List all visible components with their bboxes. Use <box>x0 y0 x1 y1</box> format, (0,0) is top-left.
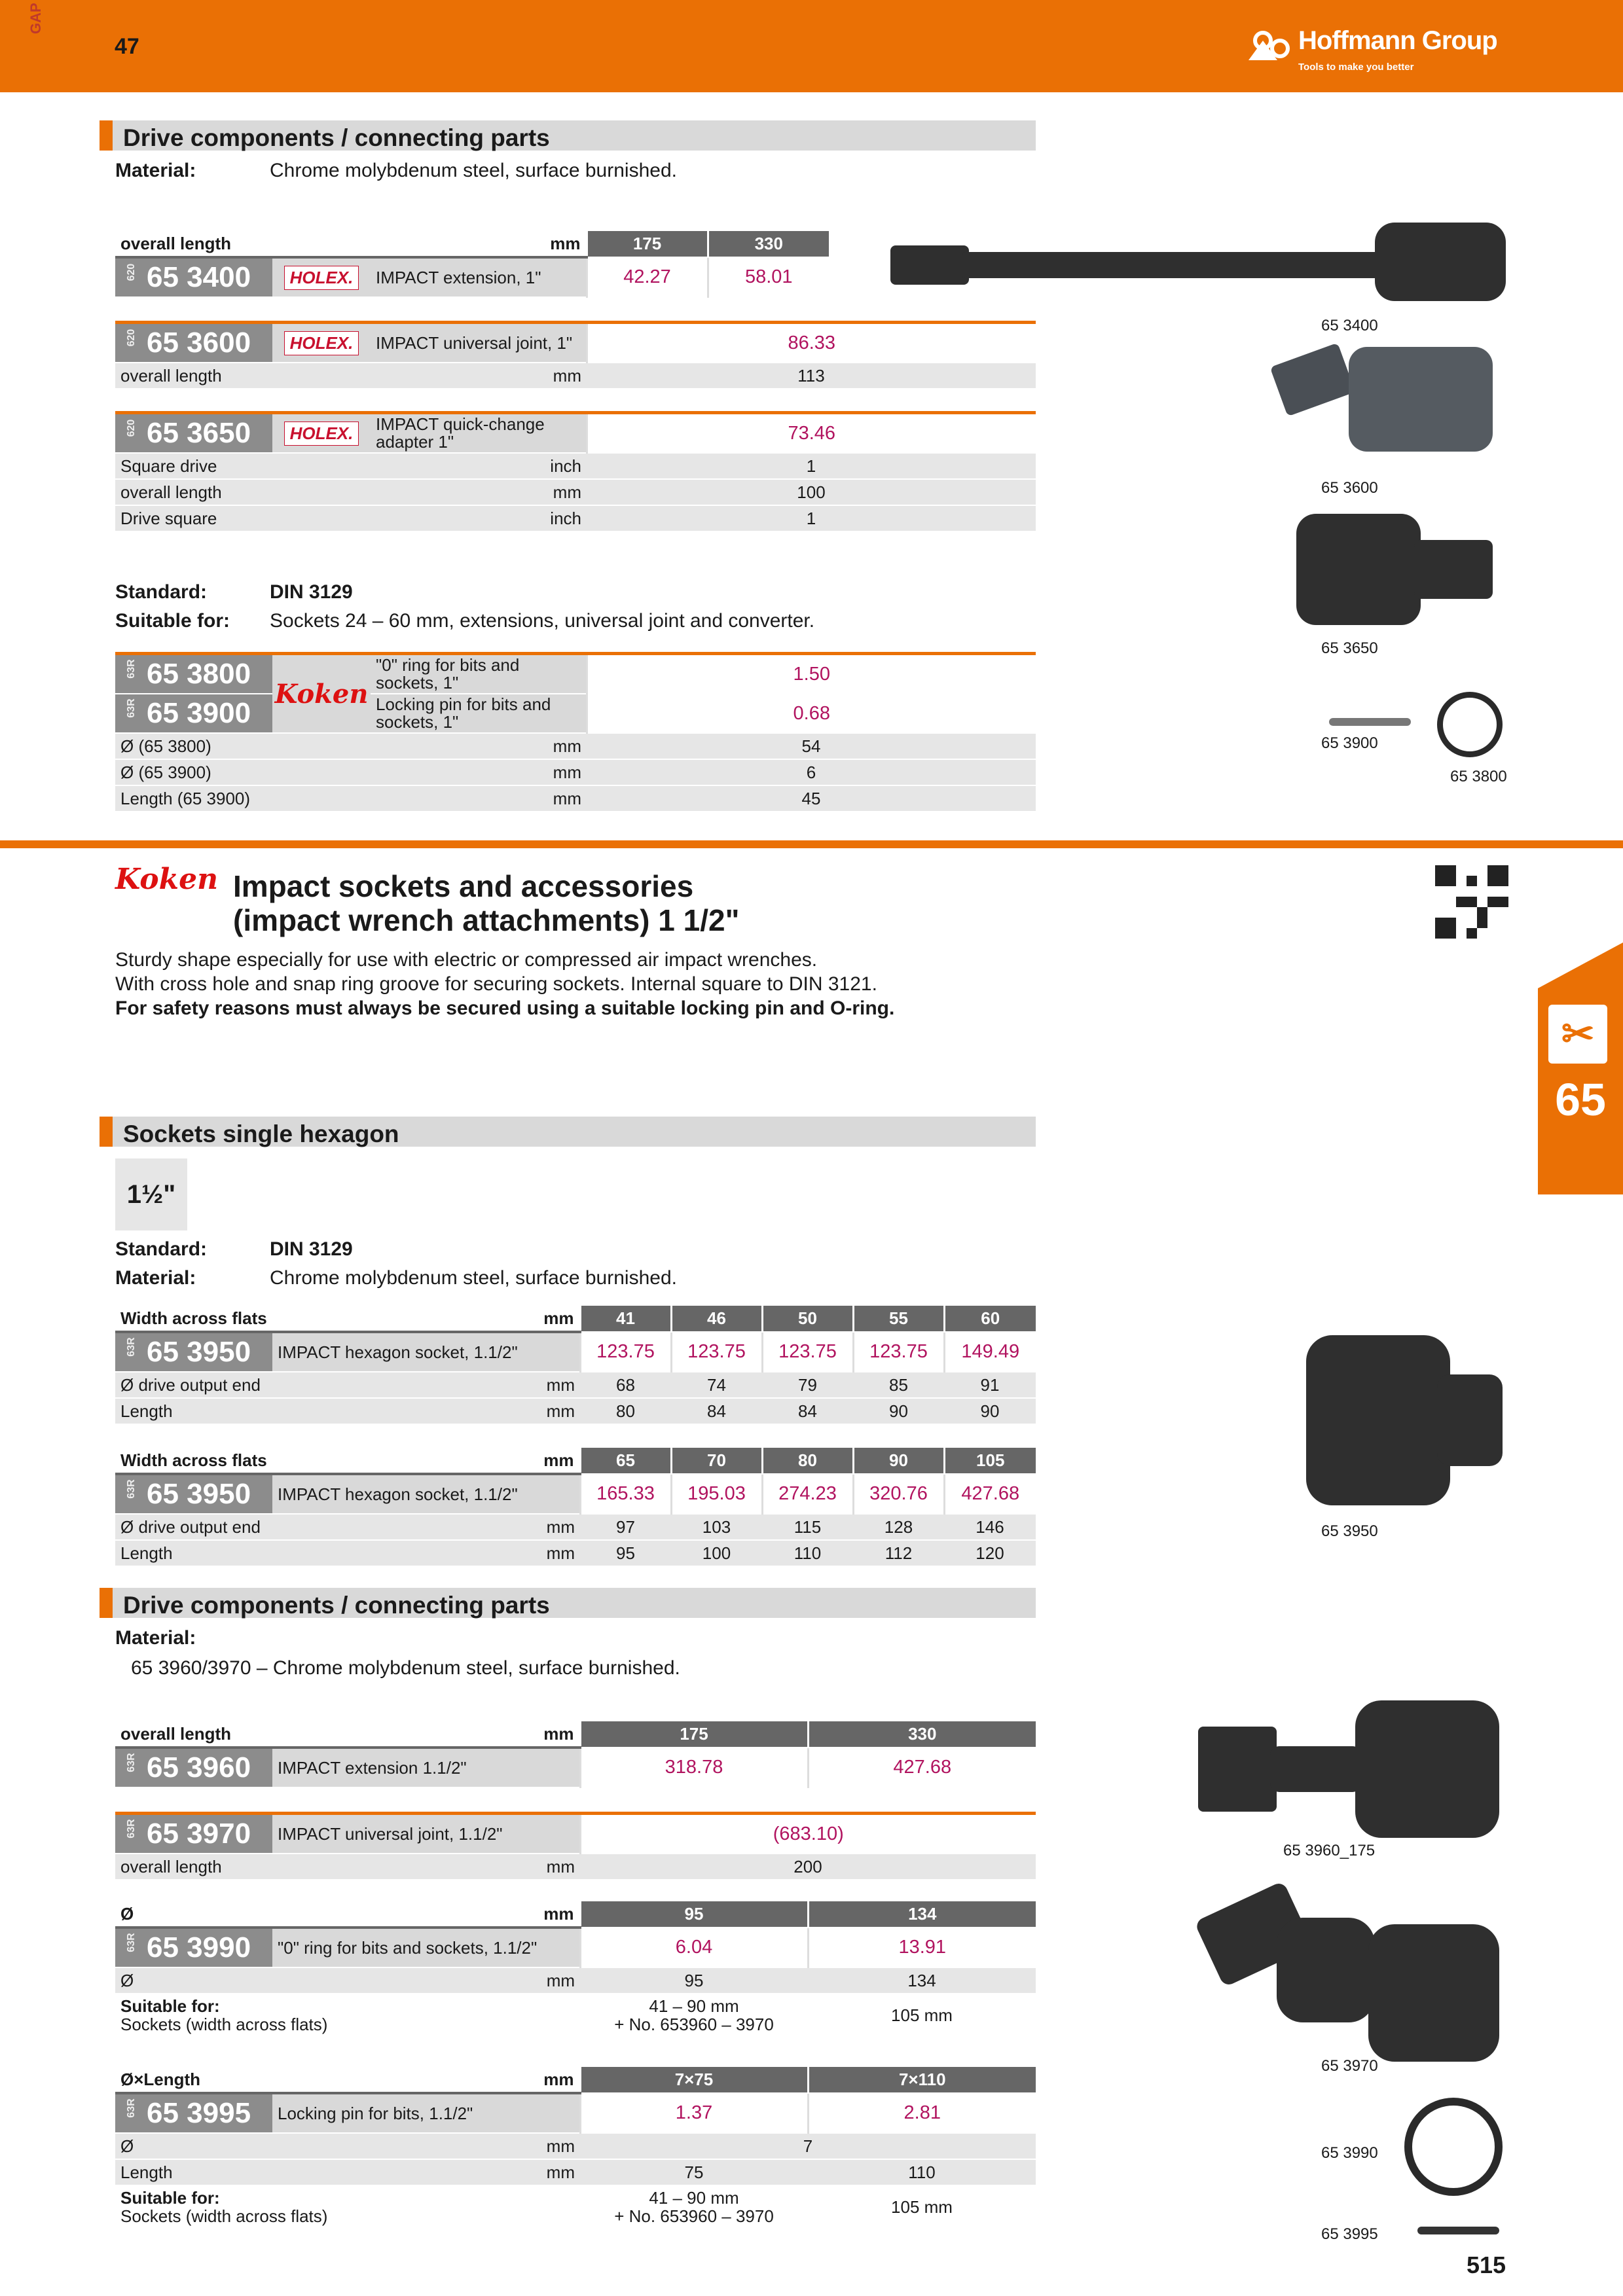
article-code: 63R <box>126 2098 137 2118</box>
material-label: Material: <box>115 1627 196 1649</box>
article-code: 63R <box>126 1819 137 1839</box>
spec-value: 97 <box>580 1514 671 1540</box>
spec-label: Ø (65 3900) <box>120 762 211 782</box>
price[interactable]: 58.01 <box>708 257 829 297</box>
unit: mm <box>546 2162 575 2182</box>
table-653600 <box>115 321 1036 389</box>
table-653995 <box>115 2067 1036 2229</box>
title-line-1: Impact sockets and accessories <box>233 869 694 903</box>
article-number-text: 65 3995 <box>147 2097 251 2129</box>
price[interactable]: 165.33 <box>580 1474 671 1514</box>
article-code: 63R <box>126 698 137 718</box>
size-col: 330 <box>708 231 829 257</box>
figure-label: 65 3600 <box>1321 479 1378 497</box>
size-col: 80 <box>762 1448 853 1474</box>
article-description: Locking pin for bits, 1.1/2" <box>272 2093 580 2133</box>
material-label: Material: <box>115 1267 196 1289</box>
spec-label: Ø drive output end <box>120 1374 261 1395</box>
spec-value: 120 <box>944 1540 1036 1566</box>
price[interactable]: 318.78 <box>580 1748 808 1787</box>
title-line-2: (impact wrench attachments) 1 1/2" <box>233 903 740 937</box>
spec-label: Length <box>120 1401 173 1421</box>
spec-value: 85 <box>853 1372 944 1398</box>
figure-label: 65 3800 <box>1450 768 1507 785</box>
table-653970 <box>115 1812 1036 1880</box>
suitable-sub: Sockets (width across flats) <box>120 2015 328 2034</box>
table-653650 <box>115 411 1036 532</box>
price[interactable]: 195.03 <box>671 1474 762 1514</box>
product-image-653995 <box>1417 2227 1499 2234</box>
suitable-value: 105 mm <box>808 2185 1036 2229</box>
unit: mm <box>546 1970 575 1990</box>
article-description: IMPACT hexagon socket, 1.1/2" <box>272 1474 580 1514</box>
article-number[interactable] <box>115 1928 272 1967</box>
page-number-bottom: 515 <box>1467 2251 1506 2278</box>
spec-value: 68 <box>580 1372 671 1398</box>
standard-label: Standard: <box>115 581 208 603</box>
spec-label: Length (65 3900) <box>120 788 251 808</box>
unit: mm <box>543 1450 574 1470</box>
unit: mm <box>546 1856 575 1876</box>
spec-label: Ø (65 3800) <box>120 736 211 756</box>
spec-value: 115 <box>762 1514 853 1540</box>
article-number[interactable] <box>115 1814 272 1854</box>
product-image-653990 <box>1404 2098 1503 2196</box>
section-bar-sockets <box>100 1117 1036 1147</box>
product-image-653800 <box>1437 692 1503 757</box>
product-image-653650 <box>1296 514 1493 625</box>
length-label: overall length <box>120 233 232 253</box>
figure-label: 65 3960_175 <box>1283 1842 1376 1859</box>
suitable-label: Suitable for: <box>120 1996 220 2016</box>
chapter-number: 65 <box>1555 1074 1606 1125</box>
intro-line-3: For safety reasons must always be secured using a suitable locking pin and O-ring. <box>115 997 895 1019</box>
brand-logo <box>272 323 371 363</box>
unit: mm <box>543 1308 574 1328</box>
price[interactable]: 73.46 <box>587 413 1036 454</box>
spec-value: 1 <box>587 505 1036 531</box>
article-number-text: 65 3990 <box>147 1931 251 1964</box>
price[interactable]: 42.27 <box>587 257 708 297</box>
intro-line-2: With cross hole and snap ring groove for securing sockets. Internal square to DIN 3121. <box>115 973 877 995</box>
spec-value: 134 <box>808 1967 1036 1994</box>
diameter-label: Ø <box>120 1970 134 1990</box>
size-col: 175 <box>580 1721 808 1748</box>
page-number-top: 47 <box>115 34 139 59</box>
section2-title <box>233 869 739 937</box>
dims-label: Ø×Length <box>120 2069 201 2089</box>
price[interactable]: 6.04 <box>580 1928 808 1967</box>
suitable-range: 41 – 90 mm <box>649 1996 739 2016</box>
unit: mm <box>546 2136 575 2156</box>
price[interactable]: 13.91 <box>808 1928 1036 1967</box>
spec-value: 80 <box>580 1398 671 1424</box>
section-title: Drive components / connecting parts <box>123 1592 550 1619</box>
figure-label: 65 3900 <box>1321 734 1378 752</box>
price[interactable]: 1.50 <box>587 654 1036 694</box>
article-number[interactable] <box>115 1474 272 1514</box>
article-description: IMPACT extension, 1" <box>371 257 587 297</box>
table-653950-a <box>115 1306 1036 1425</box>
holex-logo: HOLEX. <box>284 266 359 290</box>
product-image-653970 <box>1198 1878 1499 2062</box>
figure-label: 65 3970 <box>1321 2057 1378 2075</box>
product-image-653900 <box>1329 718 1411 726</box>
spec-value: 54 <box>587 733 1036 759</box>
unit: mm <box>546 1543 575 1563</box>
unit: mm <box>553 482 581 502</box>
article-description: Locking pin for bits and sockets, 1" <box>371 694 587 733</box>
size-col: 41 <box>580 1306 671 1332</box>
spec-label: Ø drive output end <box>120 1516 261 1537</box>
spec-value: 84 <box>671 1398 762 1424</box>
article-description: IMPACT universal joint, 1.1/2" <box>272 1814 580 1854</box>
article-number[interactable] <box>115 694 272 733</box>
size-col: 105 <box>944 1448 1036 1474</box>
spec-value: 1 <box>587 453 1036 479</box>
spec-value: 110 <box>808 2159 1036 2185</box>
price[interactable]: 1.37 <box>580 2093 808 2133</box>
brand-logo <box>272 654 371 734</box>
article-number-text: 65 3800 <box>147 658 251 690</box>
waf-label: Width across flats <box>120 1450 267 1470</box>
length-label: overall length <box>120 1723 232 1744</box>
spec-value: 75 <box>580 2159 808 2185</box>
unit: mm <box>553 762 581 782</box>
article-number-text: 65 3960 <box>147 1751 251 1784</box>
article-number-text: 65 3900 <box>147 697 251 729</box>
section-title: Drive components / connecting parts <box>123 124 550 151</box>
size-col: 46 <box>671 1306 762 1332</box>
spec-value: 90 <box>853 1398 944 1424</box>
material-value: 65 3960/3970 – Chrome molybdenum steel, surface burnished. <box>131 1657 680 1679</box>
size-col: 330 <box>808 1721 1036 1748</box>
length-value: 113 <box>587 363 1036 389</box>
article-description: "0" ring for bits and sockets, 1" <box>371 654 587 694</box>
article-number-text: 65 3650 <box>147 417 251 449</box>
suitable-value: Sockets 24 – 60 mm, extensions, universal joint and converter. <box>270 610 815 632</box>
size-col: 7×110 <box>808 2067 1036 2093</box>
suitable-extra: + No. 653960 – 3970 <box>614 2206 774 2226</box>
price[interactable]: 274.23 <box>762 1474 853 1514</box>
unit: mm <box>543 1903 574 1924</box>
article-number-text: 65 3950 <box>147 1478 251 1510</box>
length-value: 200 <box>580 1854 1036 1880</box>
koken-logo: Koken <box>274 678 369 709</box>
article-number[interactable] <box>115 1748 272 1787</box>
unit: mm <box>546 1374 575 1395</box>
article-code: 620 <box>126 263 137 281</box>
unit: mm <box>550 233 581 253</box>
unit: mm <box>553 365 581 386</box>
article-code: 63R <box>126 1337 137 1357</box>
spec-label: overall length <box>120 482 222 502</box>
price[interactable]: 149.49 <box>944 1332 1036 1372</box>
article-number[interactable] <box>115 654 272 694</box>
price[interactable]: 123.75 <box>671 1332 762 1372</box>
size-col: 50 <box>762 1306 853 1332</box>
figure-label: 65 3400 <box>1321 317 1378 334</box>
length-label: overall length <box>120 1856 222 1876</box>
article-description: "0" ring for bits and sockets, 1.1/2" <box>272 1928 580 1967</box>
size-col: 55 <box>853 1306 944 1332</box>
size-col: 95 <box>580 1901 808 1928</box>
section-bar-drive-components-2 <box>100 1588 1036 1618</box>
product-image-653600 <box>1277 340 1493 452</box>
length-label: Length <box>120 2162 173 2182</box>
price[interactable]: 427.68 <box>808 1748 1036 1787</box>
material-label: Material: <box>115 160 196 181</box>
suitable-value: 105 mm <box>808 1994 1036 2037</box>
suitable-label: Suitable for: <box>120 2188 220 2208</box>
figure-label: 65 3650 <box>1321 639 1378 657</box>
table-ring-pin-1in <box>115 652 1036 812</box>
spec-label: Square drive <box>120 456 217 476</box>
article-description: IMPACT universal joint, 1" <box>371 323 587 363</box>
figure-label: 65 3990 <box>1321 2144 1378 2162</box>
suitable-extra: + No. 653960 – 3970 <box>614 2015 774 2034</box>
spec-value: 100 <box>587 479 1036 505</box>
spec-value: 84 <box>762 1398 853 1424</box>
article-code: 620 <box>126 419 137 437</box>
intro-line-1: Sturdy shape especially for use with electric or compressed air impact wrenches. <box>115 949 818 971</box>
spec-value: 90 <box>944 1398 1036 1424</box>
suitable-range: 41 – 90 mm <box>649 2188 739 2208</box>
price[interactable]: (683.10) <box>580 1814 1036 1854</box>
article-code: 63R <box>126 1479 137 1499</box>
hoffmann-logo-icon <box>1247 29 1293 62</box>
figure-label: 65 3995 <box>1321 2225 1378 2243</box>
article-description: IMPACT quick-change adapter 1" <box>371 413 587 454</box>
material-value: Chrome molybdenum steel, surface burnished. <box>270 160 677 181</box>
drive-size-badge: 1½" <box>115 1158 187 1230</box>
unit: mm <box>553 788 581 808</box>
article-number-text: 65 3600 <box>147 327 251 359</box>
spec-value: 79 <box>762 1372 853 1398</box>
unit: mm <box>553 736 581 756</box>
table-653950-b <box>115 1448 1036 1567</box>
article-number[interactable] <box>115 2093 272 2133</box>
article-code: 63R <box>126 1933 137 1952</box>
diameter-label: Ø <box>120 2136 134 2156</box>
wrench-icon: ✂ <box>1548 1005 1607 1064</box>
brand-logo <box>272 413 371 454</box>
spec-value: 103 <box>671 1514 762 1540</box>
logo-name: Hoffmann Group <box>1298 26 1497 55</box>
spec-value: 110 <box>762 1540 853 1566</box>
article-number[interactable] <box>115 413 272 454</box>
spec-value: 95 <box>580 1967 808 1994</box>
table-653990 <box>115 1901 1036 2037</box>
figure-label: 65 3950 <box>1321 1522 1378 1540</box>
price[interactable]: 123.75 <box>853 1332 944 1372</box>
size-col: 7×75 <box>580 2067 808 2093</box>
product-image-653950 <box>1306 1335 1503 1505</box>
koken-logo: Koken <box>115 863 219 896</box>
article-code: 620 <box>126 329 137 347</box>
suitable-label: Suitable for: <box>115 610 230 632</box>
spec-value: 91 <box>944 1372 1036 1398</box>
section-bar-drive-components <box>100 120 1036 151</box>
standard-label: Standard: <box>115 1238 208 1260</box>
section-title: Sockets single hexagon <box>123 1121 399 1147</box>
size-col: 175 <box>587 231 708 257</box>
article-number[interactable] <box>115 1332 272 1372</box>
spec-label: Length <box>120 1543 173 1563</box>
standard-value: DIN 3129 <box>270 1238 353 1260</box>
unit: mm <box>543 2069 574 2089</box>
size-col: 65 <box>580 1448 671 1474</box>
unit: mm <box>546 1401 575 1421</box>
brand-logo <box>272 257 371 297</box>
table-653400 <box>115 231 829 298</box>
spec-value: 95 <box>580 1540 671 1566</box>
article-number-text: 65 3970 <box>147 1818 251 1850</box>
side-code: GAP <box>27 3 44 34</box>
article-number-text: 65 3400 <box>147 261 251 293</box>
logo-tagline: Tools to make you better <box>1298 62 1414 73</box>
product-image-653400 <box>890 223 1506 301</box>
article-description: IMPACT hexagon socket, 1.1/2" <box>272 1332 580 1372</box>
chapter-tab[interactable] <box>1538 942 1623 1194</box>
spec-value: 128 <box>853 1514 944 1540</box>
spec-value: 45 <box>587 785 1036 812</box>
article-code: 63R <box>126 659 137 679</box>
price[interactable]: 320.76 <box>853 1474 944 1514</box>
diameter-label: Ø <box>120 1903 134 1924</box>
unit: inch <box>550 508 581 528</box>
hoffmann-logo[interactable] <box>1247 22 1522 81</box>
unit: mm <box>543 1723 574 1744</box>
spec-value: 74 <box>671 1372 762 1398</box>
size-col: 60 <box>944 1306 1036 1332</box>
article-number[interactable] <box>115 257 272 297</box>
price[interactable]: 123.75 <box>580 1332 671 1372</box>
spec-label: Drive square <box>120 508 217 528</box>
waf-label: Width across flats <box>120 1308 267 1328</box>
product-image-653960 <box>1198 1700 1499 1838</box>
spec-value: 7 <box>580 2133 1036 2159</box>
article-number-text: 65 3950 <box>147 1336 251 1368</box>
spec-value: 112 <box>853 1540 944 1566</box>
article-number[interactable] <box>115 323 272 363</box>
holex-logo: HOLEX. <box>284 331 359 355</box>
section-divider <box>0 840 1623 848</box>
price[interactable]: 2.81 <box>808 2093 1036 2133</box>
spec-value: 100 <box>671 1540 762 1566</box>
table-653960 <box>115 1721 1036 1788</box>
unit: inch <box>550 456 581 476</box>
price[interactable]: 0.68 <box>587 694 1036 733</box>
length-label: overall length <box>120 365 222 386</box>
price[interactable]: 427.68 <box>944 1474 1036 1514</box>
article-description: IMPACT extension 1.1/2" <box>272 1748 580 1787</box>
size-col: 90 <box>853 1448 944 1474</box>
article-code: 63R <box>126 1753 137 1772</box>
price[interactable]: 86.33 <box>587 323 1036 363</box>
holex-logo: HOLEX. <box>284 422 359 446</box>
unit: mm <box>546 1516 575 1537</box>
price[interactable]: 123.75 <box>762 1332 853 1372</box>
material-value: Chrome molybdenum steel, surface burnished. <box>270 1267 677 1289</box>
qr-code-icon[interactable] <box>1435 865 1508 939</box>
size-col: 134 <box>808 1901 1036 1928</box>
suitable-sub: Sockets (width across flats) <box>120 2206 328 2226</box>
standard-value: DIN 3129 <box>270 581 353 603</box>
spec-value: 146 <box>944 1514 1036 1540</box>
spec-value: 6 <box>587 759 1036 785</box>
size-col: 70 <box>671 1448 762 1474</box>
